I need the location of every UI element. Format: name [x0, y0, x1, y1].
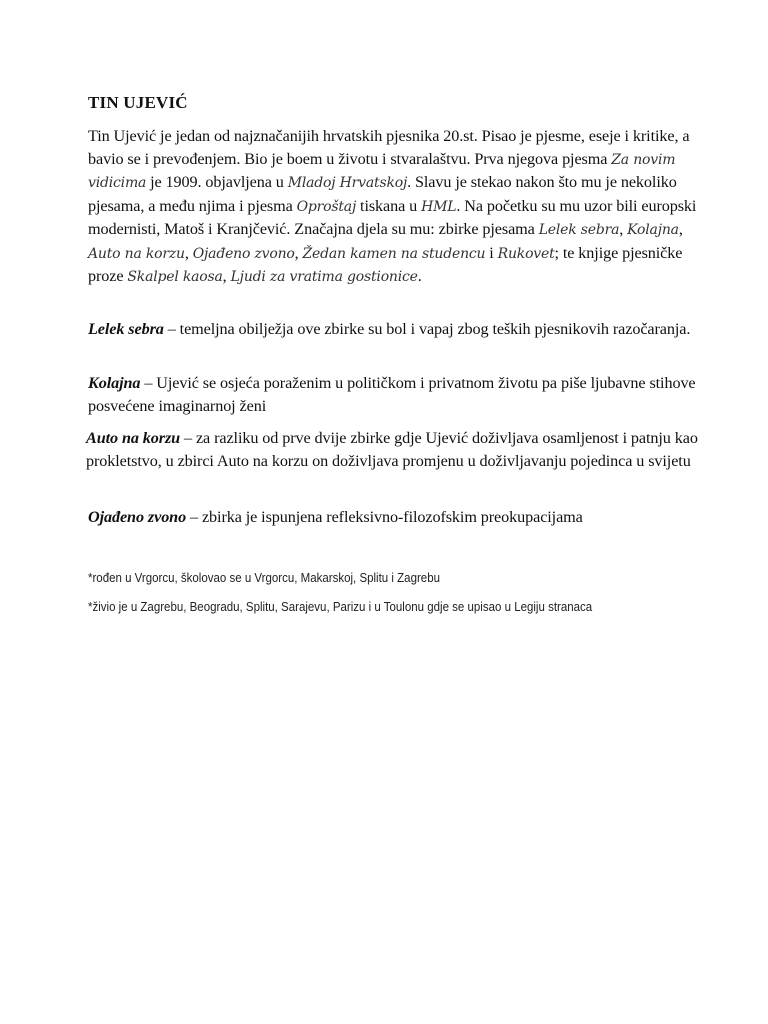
collection-description: – temeljna obilježja ove zbirke su bol i vapaj zbog teških pjesnikovih razočaranja.	[163, 320, 691, 338]
bio-text: tiskana u	[356, 196, 422, 215]
poem-title: Za novim vidicima	[88, 151, 676, 191]
magazine-abbreviation: HML	[421, 198, 457, 215]
bio-text: je 1909. objavljena u	[146, 173, 288, 191]
work-title: Rukovet	[497, 245, 555, 262]
poem-title: Oproštaj	[296, 198, 357, 215]
bio-text: Tin Ujević je jedan od najznačanijih hrvatskih pjesnika 20.st. Pisao je pjesme, eseje i kritike, a bavio se i prevođenjem. Bio je boem u životu i stvaralaštvu. Prva njegova pjesma	[88, 127, 690, 168]
biography-paragraph	[88, 125, 708, 289]
collection-paragraph	[88, 372, 708, 417]
collection-name: Ojađeno zvono	[88, 508, 187, 526]
bio-text: ,	[619, 220, 628, 238]
bio-text: . Slavu je stekao nakon što mu je nekoliko pjesama, a među njima i pjesma	[88, 173, 677, 215]
footnote: *živio je u Zagrebu, Beogradu, Splitu, Sarajevu, Parizu i u Toulonu gdje se upisao u Legiju stranaca	[88, 600, 593, 614]
collection-name: Kolajna	[88, 374, 141, 392]
collection-description: – za razliku od prve dvije zbirke gdje Ujević doživljava osamljenost i patnju kao prokletstvo, u zbirci Auto na korzu on doživljava promjenu u doživljavanju pojedinca u svijetu	[86, 429, 698, 470]
collection-description: – zbirka je ispunjena refleksivno-filozofskim preokupacijama	[186, 508, 583, 526]
bio-text: ,	[184, 243, 193, 262]
work-title: Ojađeno zvono	[192, 245, 295, 262]
work-title: Skalpel kaosa	[127, 269, 223, 285]
collection-paragraph	[88, 318, 708, 341]
work-title: Ljudi za vratima gostionice	[230, 269, 418, 285]
collection-name: Auto na korzu	[86, 429, 181, 447]
bio-text: i	[485, 243, 498, 262]
collection-description: – Ujević se osjeća poraženim u političkom i privatnom životu pa piše ljubavne stihove posvećene imaginarnoj ženi	[88, 374, 696, 415]
work-title: Kolajna	[627, 222, 679, 238]
footnote: *rođen u Vrgorcu, školovao se u Vrgorcu, Makarskoj, Splitu i Zagrebu	[88, 571, 440, 585]
work-title: Lelek sebra	[538, 222, 620, 238]
collection-paragraph	[88, 506, 708, 529]
collection-name: Lelek sebra	[88, 320, 164, 338]
bio-text: ,	[222, 267, 231, 285]
work-title: Auto na korzu	[88, 245, 185, 262]
bio-text: ; te knjige pjesničke proze	[88, 243, 683, 285]
collection-paragraph	[86, 427, 706, 472]
bio-text: ,	[294, 243, 303, 262]
page-title: TIN UJEVIĆ	[88, 93, 188, 112]
work-title: Žedan kamen na studencu	[302, 245, 486, 262]
bio-text: ,	[678, 220, 683, 238]
bio-text: .	[417, 267, 422, 285]
magazine-title: Mladoj Hrvatskoj	[287, 175, 408, 191]
bio-text: . Na početku su mu uzor bili europski modernisti, Matoš i Kranjčević. Značajna djela su mu: zbirke pjesama	[88, 196, 697, 238]
